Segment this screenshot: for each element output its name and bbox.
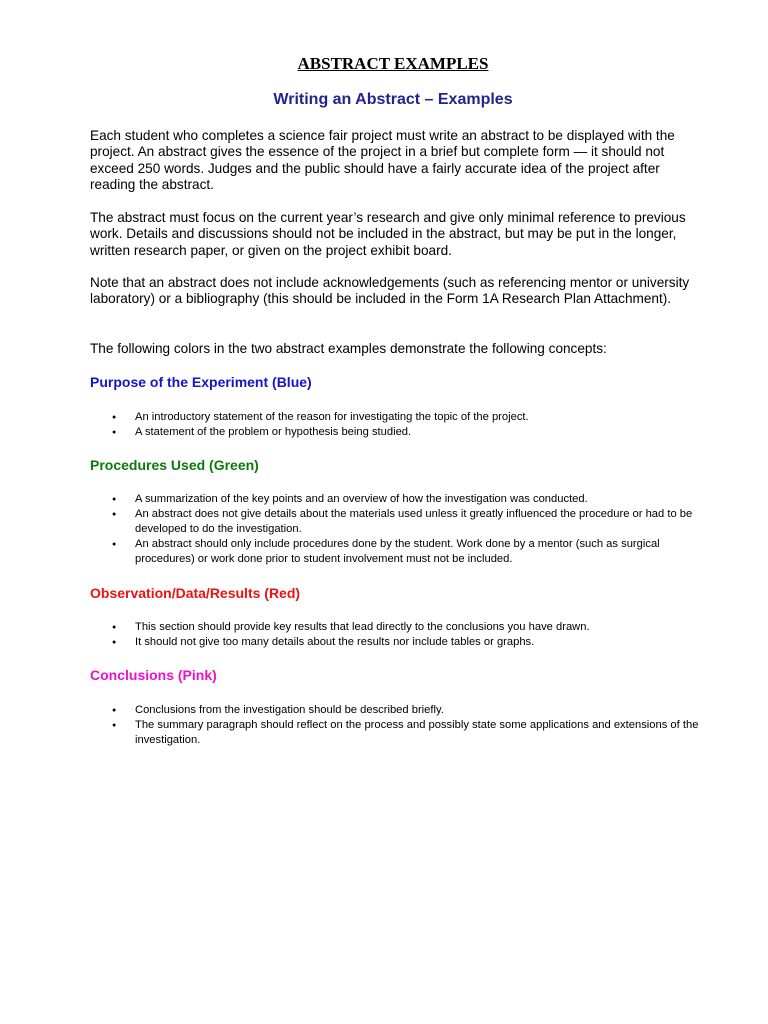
- document-title: ABSTRACT EXAMPLES: [297, 54, 489, 73]
- intro-paragraph-4: The following colors in the two abstract examples demonstrate the following concepts:: [90, 341, 607, 356]
- list-item: ● An abstract does not give details about the materials used unless it greatly influenced the procedure or had to be developed to do the investigation.: [90, 507, 710, 537]
- intro-paragraph-1: Each student who completes a science fair project must write an abstract to be displayed with the project. An abstract gives the essence of the project in a brief but complete form — it should not exceed 250 words. Judges and the public should have a fairly accurate idea of the project after reading the abstract.: [90, 128, 675, 193]
- purpose-heading: Purpose of the Experiment (Blue): [90, 374, 312, 390]
- list-item: ● A summarization of the key points and an overview of how the investigation was conducted.: [90, 492, 710, 507]
- purpose-bullet-list: [90, 410, 710, 440]
- list-item: ● It should not give too many details about the results nor include tables or graphs.: [90, 635, 710, 650]
- list-item: ● An abstract should only include procedures done by the student. Work done by a mentor (such as surgical procedures) or work done prior to student involvement must not be included.: [90, 537, 710, 567]
- conclusions-bullet-list: [90, 703, 710, 748]
- list-item: ● The summary paragraph should reflect on the process and possibly state some applications and extensions of the investigation.: [90, 718, 710, 748]
- list-item: ● This section should provide key results that lead directly to the conclusions you have drawn.: [90, 620, 710, 635]
- results-heading: Observation/Data/Results (Red): [90, 585, 301, 601]
- procedures-heading: Procedures Used (Green): [90, 457, 259, 473]
- list-item: ● An introductory statement of the reason for investigating the topic of the project.: [90, 410, 710, 425]
- intro-paragraph-2: The abstract must focus on the current year’s research and give only minimal reference to previous work. Details and discussions should not be included in the abstract, but may be put in the longer, written research paper, or given on the project exhibit board.: [90, 210, 686, 258]
- document-subtitle: Writing an Abstract – Examples: [273, 91, 513, 108]
- list-item: ● A statement of the problem or hypothesis being studied.: [90, 425, 710, 440]
- procedures-bullet-list: [90, 492, 710, 567]
- conclusions-heading: Conclusions (Pink): [90, 667, 217, 683]
- list-item: ● Conclusions from the investigation should be described briefly.: [90, 703, 710, 718]
- results-bullet-list: [90, 620, 710, 650]
- intro-paragraph-3: Note that an abstract does not include acknowledgements (such as referencing mentor or university laboratory) or a bibliography (this should be included in the Form 1A Research Plan Attachment).: [90, 275, 690, 307]
